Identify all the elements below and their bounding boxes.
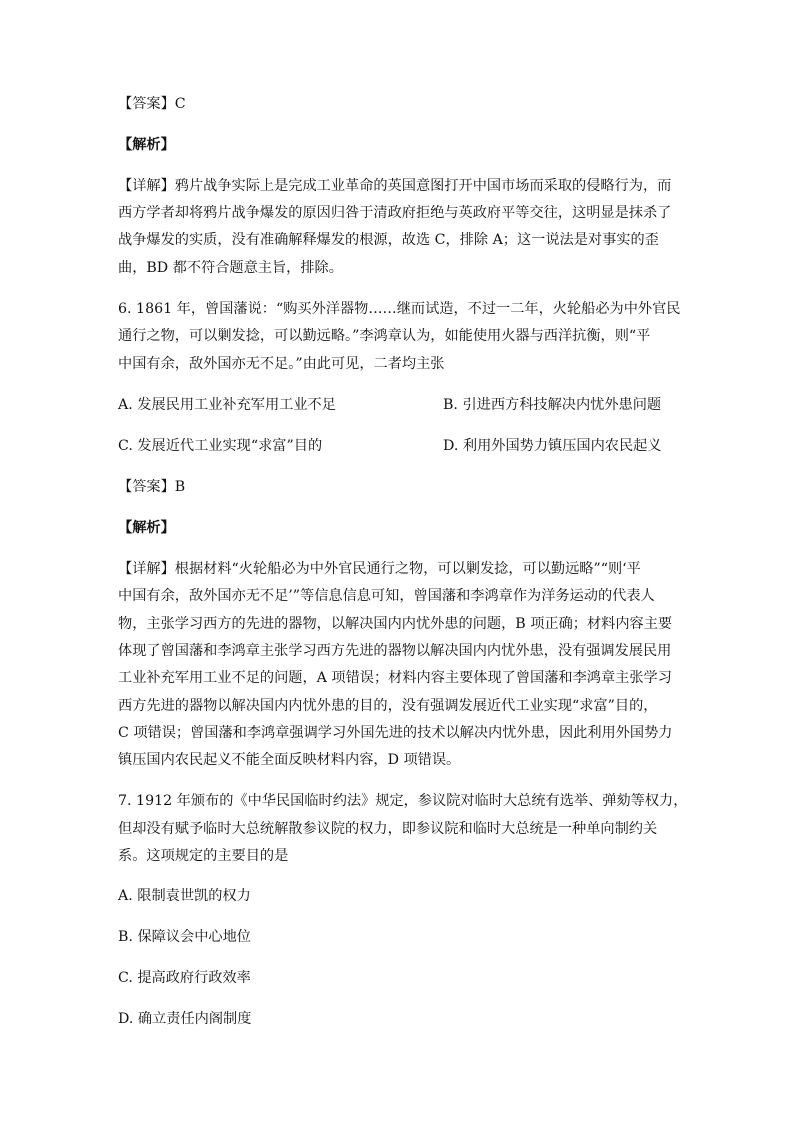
q6-option-c: C. 发展近代工业实现“求富”目的 xyxy=(118,438,323,454)
q5-detail-line: 战争爆发的实质，没有准确解释爆发的根源，故选 C，排除 A；这一说法是对事实的歪 xyxy=(118,232,659,248)
q6-detail-line: 西方先进的器物以解决国内内忧外患的目的，没有强调发展近代工业实现“求富”目的， xyxy=(118,698,658,714)
q5-detail-line xyxy=(118,176,678,196)
q6-option-b: B. 引进西方科技解决内忧外患问题 xyxy=(443,397,662,413)
q6-detail-line: 工业补充军用工业不足的问题，A 项错误；材料内容主要体现了曾国藩和李鸿章主张学习 xyxy=(118,670,672,686)
answer-label: 【答案】 xyxy=(118,96,175,112)
answer-value: C xyxy=(174,96,186,112)
answer-value: B xyxy=(174,479,186,495)
q7-option-c: C. 提高政府行政效率 xyxy=(118,970,251,986)
q6-detail-line: 物，主张学习西方的先进的器物，以解决国内内忧外患的问题，B 项正确；材料内容主要 xyxy=(118,616,673,632)
q6-stem-line: 通行之物，可以剿发捻，可以勤远略。”李鸿章认为，如能使用火器与西洋抗衡，则“平 xyxy=(118,328,651,344)
q6-detail-line: C 项错误；曾国藩和李鸿章强调学习外国先进的技术以解决内忧外患，因此利用外国势力 xyxy=(118,725,673,741)
q6-option-a: A. 发展民用工业补充军用工业不足 xyxy=(118,397,336,413)
answer-label: 【答案】 xyxy=(118,479,175,495)
q5-analysis-label: 【解析】 xyxy=(118,137,175,153)
q6-detail-line xyxy=(118,559,678,579)
q5-answer xyxy=(118,94,678,114)
q5-detail-line: 曲，BD 都不符合题意主旨，排除。 xyxy=(118,260,343,276)
q7-option-a: A. 限制袁世凯的权力 xyxy=(118,888,251,904)
q7-option-d: D. 确立责任内阁制度 xyxy=(118,1011,252,1027)
q6-detail-line: 体现了曾国藩和李鸿章主张学习西方先进的器物以解决国内内忧外患，没有强调发展民用 xyxy=(118,643,672,659)
detail-label: 【详解】 xyxy=(118,178,175,194)
detail-label: 【详解】 xyxy=(118,561,175,577)
detail-text: 根据材料“火轮船必为中外官民通行之物，可以剿发捻，可以勤远略”“则‘平 xyxy=(174,561,641,577)
q5-detail-line: 西方学者却将鸦片战争爆发的原因归咎于清政府拒绝与英政府平等交往，这明显是抹杀了 xyxy=(118,205,672,221)
q6-analysis-label: 【解析】 xyxy=(118,520,175,536)
q6-stem-line: 中国有余，敌外国亦无不足。”由此可见，二者均主张 xyxy=(118,356,445,372)
q6-stem-line: 6. 1861 年，曾国藩说：“购买外洋器物……继而试造，不过一二年，火轮船必为中外官民 xyxy=(118,301,681,317)
q7-stem-line: 系。这项规定的主要目的是 xyxy=(118,848,289,864)
q6-option-d: D. 利用外国势力镇压国内农民起义 xyxy=(443,438,662,454)
detail-text: 鸦片战争实际上是完成工业革命的英国意图打开中国市场而采取的侵略行为，而 xyxy=(174,178,672,194)
q6-answer xyxy=(118,477,678,497)
q6-detail-line: 中国有余，敌外国亦无不足’”等信息信息可知，曾国藩和李鸿章作为洋务运动的代表人 xyxy=(118,588,655,604)
q6-detail-line: 镇压国内农民起义不能全面反映材料内容，D 项错误。 xyxy=(118,752,461,768)
q7-stem-line: 但却没有赋予临时大总统解散参议院的权力，即参议院和临时大总统是一种单向制约关 xyxy=(118,821,658,837)
q7-stem-line: 7. 1912 年颁布的《中华民国临时约法》规定，参议院对临时大总统有选举、弹劾等权力， xyxy=(118,793,688,809)
q7-option-b: B. 保障议会中心地位 xyxy=(118,929,251,945)
